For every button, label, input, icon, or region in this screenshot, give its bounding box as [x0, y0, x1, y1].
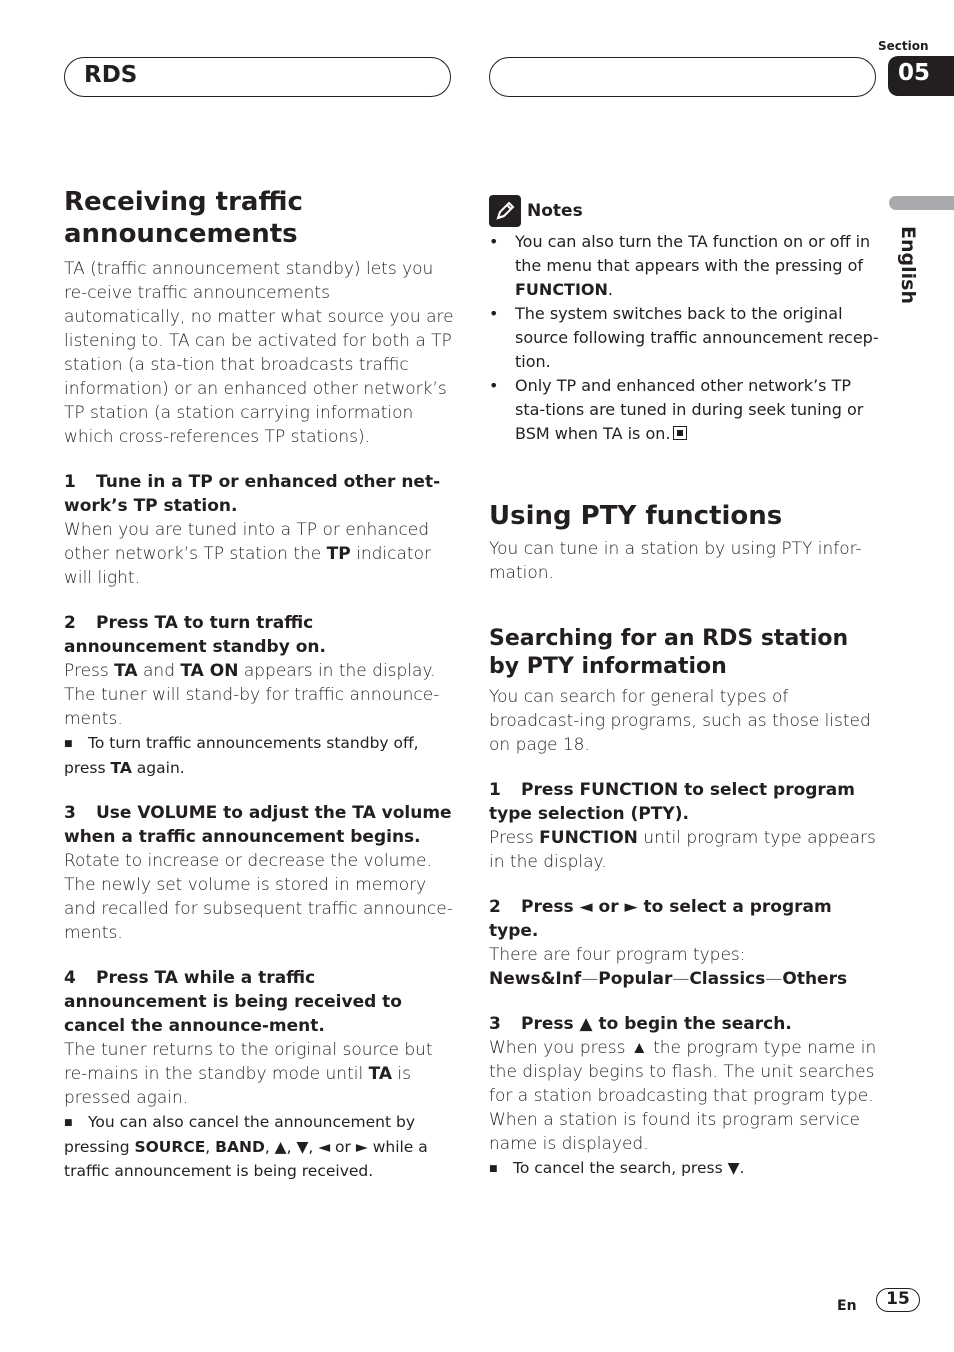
pty-step-3 — [489, 1012, 879, 1181]
step-body: Press FUNCTION until program type appears in the display. — [489, 828, 876, 872]
notes-list — [489, 230, 879, 446]
traffic-intro: TA (traffic announcement standby) lets you re-ceive traffic announcements automatically, no matter what source you are listening to. TA can be activated for both a TP station (a sta-tion that broadcasts traffic information) or an enhanced other network’s TP station (a station carrying information which cross-references TP stations). — [64, 259, 454, 447]
search-intro: You can search for general types of broadcast-ing programs, such as those listed on page 18. — [489, 687, 871, 755]
section-number: 05 — [888, 56, 954, 96]
notes-title: Notes — [527, 201, 583, 221]
step-note: ■ To turn traffic announcements standby off, press TA again. — [64, 731, 454, 780]
section-title-pty: Using PTY functions — [489, 501, 783, 531]
side-language-label: English — [897, 226, 919, 304]
step-body: When you press ▲ the program type name in the display begins to flash. The unit searches for a station broadcasting that program type. When a station is found its program service name is displayed. — [489, 1038, 877, 1154]
step-heading: 1 Press FUNCTION to select program type selection (PTY). — [489, 780, 855, 824]
step-heading: 3 Use VOLUME to adjust the TA volume when a traffic announcement begins. — [64, 803, 452, 847]
section-title-traffic: Receiving traffic announcements — [64, 187, 303, 249]
step-3 — [64, 801, 454, 945]
note-item: • The system switches back to the original source following traffic announcement recep-tion. — [489, 302, 879, 374]
step-body: Rotate to increase or decrease the volume. The newly set volume is stored in memory and recalled for subsequent traffic announce-ments. — [64, 851, 453, 943]
program-types: News&Inf—Popular—Classics—Others — [489, 969, 848, 989]
section-label: Section — [878, 39, 929, 53]
left-column — [64, 186, 454, 1183]
step-heading: 4 Press TA while a traffic announcement is being received to cancel the announce-ment. — [64, 968, 402, 1036]
pencil-icon — [489, 195, 521, 227]
step-4 — [64, 966, 454, 1183]
step-2 — [64, 611, 454, 780]
step-heading: 2 Press ◄ or ► to select a program type. — [489, 897, 832, 941]
pty-step-2 — [489, 895, 879, 991]
note-item: • Only TP and enhanced other network’s TP sta-tions are tuned in during seek tuning or BSM when TA is on. — [489, 374, 879, 446]
end-mark-icon — [673, 426, 687, 440]
note-item: • You can also turn the TA function on or off in the menu that appears with the pressing of FUNCTION. — [489, 230, 879, 302]
step-body: There are four program types: — [489, 945, 746, 965]
step-note: ■ To cancel the search, press ▼. — [489, 1156, 879, 1181]
header-blank-pill — [489, 57, 876, 97]
step-body: The tuner returns to the original source but re-mains in the standby mode until TA is pressed again. — [64, 1040, 433, 1108]
chapter-label: RDS — [84, 62, 138, 88]
step-heading: 2 Press TA to turn traffic announcement standby on. — [64, 613, 326, 657]
step-heading: 1 Tune in a TP or enhanced other net-work’s TP station. — [64, 472, 441, 516]
side-tab-bar — [889, 196, 954, 210]
right-column — [489, 194, 879, 1181]
pty-step-1 — [489, 778, 879, 874]
step-note: ■ You can also cancel the announcement by pressing SOURCE, BAND, ▲, ▼, ◄ or ► while a traffic announcement is being received. — [64, 1110, 454, 1183]
page-number: 15 — [876, 1288, 920, 1312]
subsection-title-search: Searching for an RDS station by PTY information — [489, 626, 849, 679]
step-1 — [64, 470, 454, 590]
step-heading: 3 Press ▲ to begin the search. — [489, 1014, 792, 1034]
footer-language: En — [837, 1298, 857, 1314]
step-body: Press TA and TA ON appears in the display. The tuner will stand-by for traffic announce-ments. — [64, 661, 440, 729]
pty-intro: You can tune in a station by using PTY infor-mation. — [489, 539, 862, 583]
step-body: When you are tuned into a TP or enhanced other network’s TP station the TP indicator will light. — [64, 520, 431, 588]
notes-header — [489, 194, 879, 228]
